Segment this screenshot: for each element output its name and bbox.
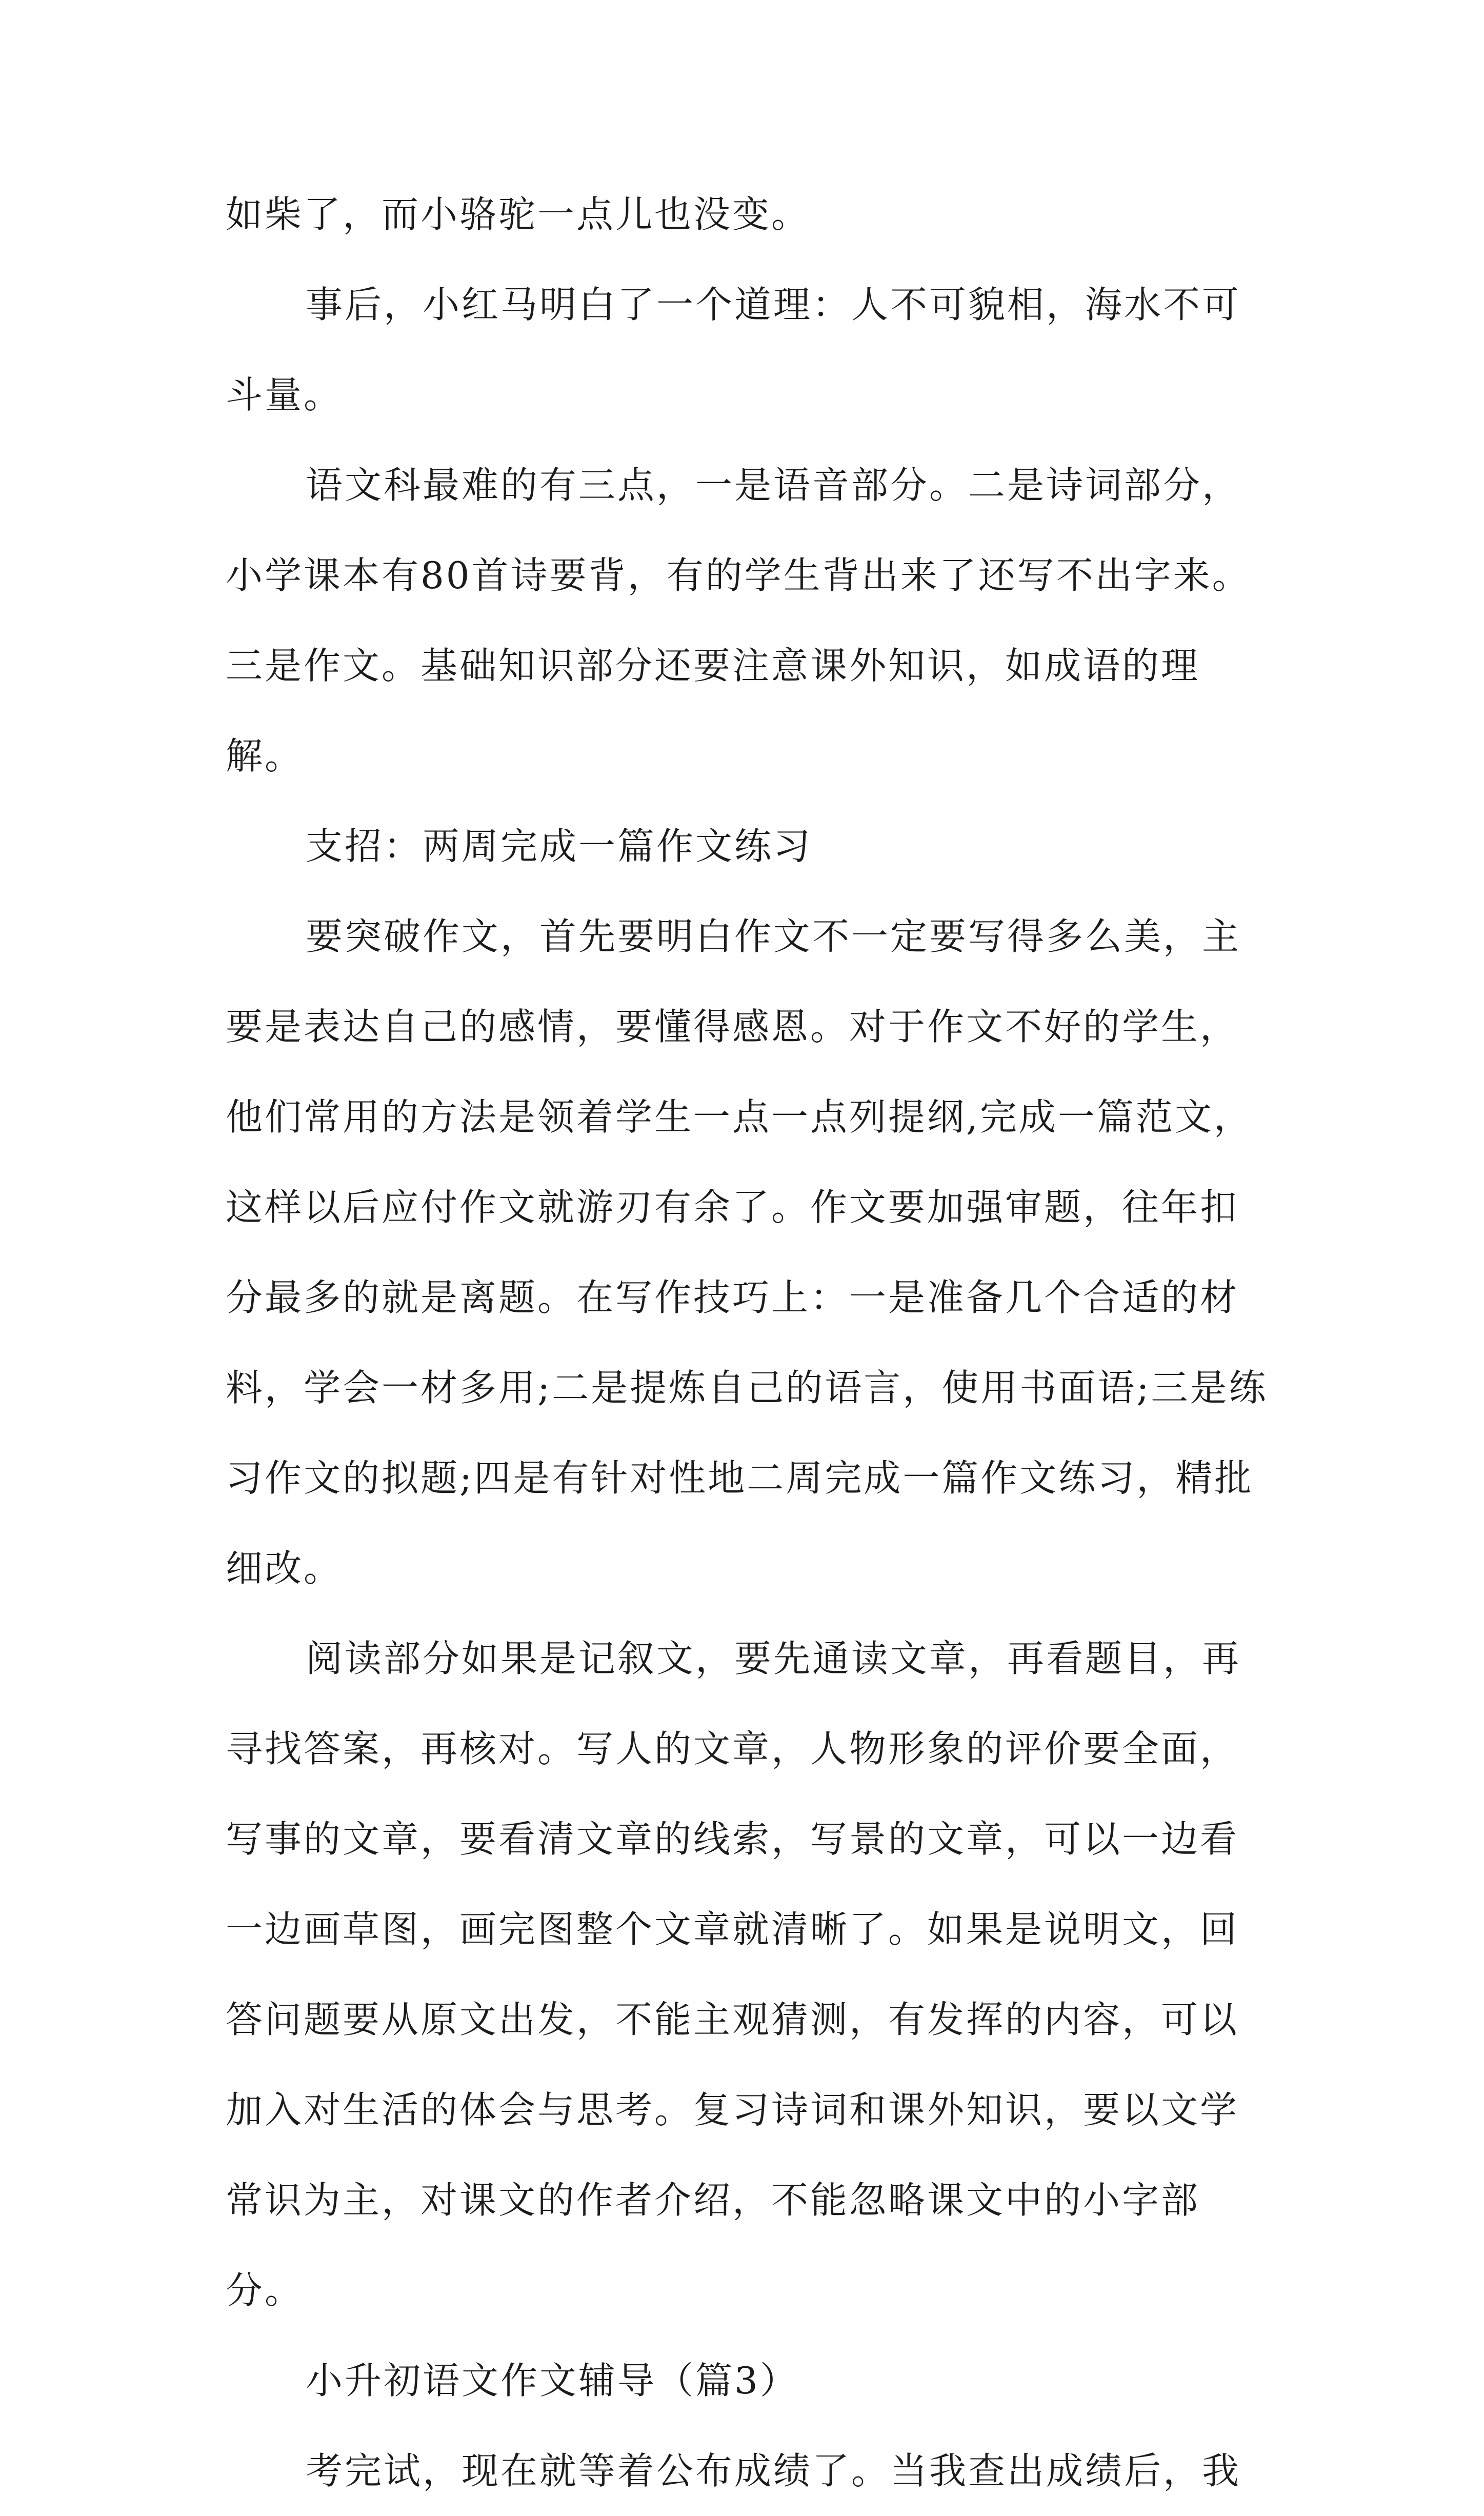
paragraph-composition: 要突破作文，首先要明白作文不一定要写得多么美，主要是表达自己的感情，要懂得感恩。对于作文不好的学生，他们常用的方法是领着学生一点一点列提纲,完成一篇范文，这样以后应付作文就游刃有余了。作文要加强审题，往年扣分最多的就是离题。在写作技巧上：一是准备几个合适的材料，学会一材多用;二是提炼自己的语言，使用书面语;三是练习作文的拟题;四是有针对性地二周完成一篇作文练习，精批细改。 (226, 915, 1268, 1590)
section-heading-tips: 支招：两周完成一篇作文练习 (306, 825, 813, 868)
paragraph-difficulties: 语文科最难的有三点，一是语音部分。二是诗词部分，小学课本有80首诗要背，有的学生背出来了还写不出字来。三是作文。基础知识部分还要注意课外知识，如成语的理解。 (226, 464, 1251, 777)
paragraph-exam: 考完试，现在就等着公布成绩了。当我查出成绩后，我 (306, 2449, 1241, 2492)
document-body (226, 169, 1272, 2516)
paragraph-reading: 阅读部分如果是记叙文，要先通读文章，再看题目，再寻找答案，再核对。写人的文章，人物形象的评价要全面，写事的文章，要看清文章的线索，写景的文章，可以一边看一边画草图，画完图整个文章就清晰了。如果是说明文，回答问题要从原文出发，不能主观猜测，有发挥的内容，可以加入对生活的体会与思考。复习诗词和课外知识，要以文学常识为主，对课文的作者介绍，不能忽略课文中的小字部分。 (226, 1637, 1241, 2312)
paragraph-continuation: 如柴了，而小骆驼一点儿也没变。 (226, 193, 811, 236)
section-heading-article-3: 小升初语文作文辅导（篇3） (306, 2359, 799, 2402)
paragraph-moral: 事后，小红马明白了一个道理：人不可貌相，海水不可斗量。 (226, 283, 1241, 416)
